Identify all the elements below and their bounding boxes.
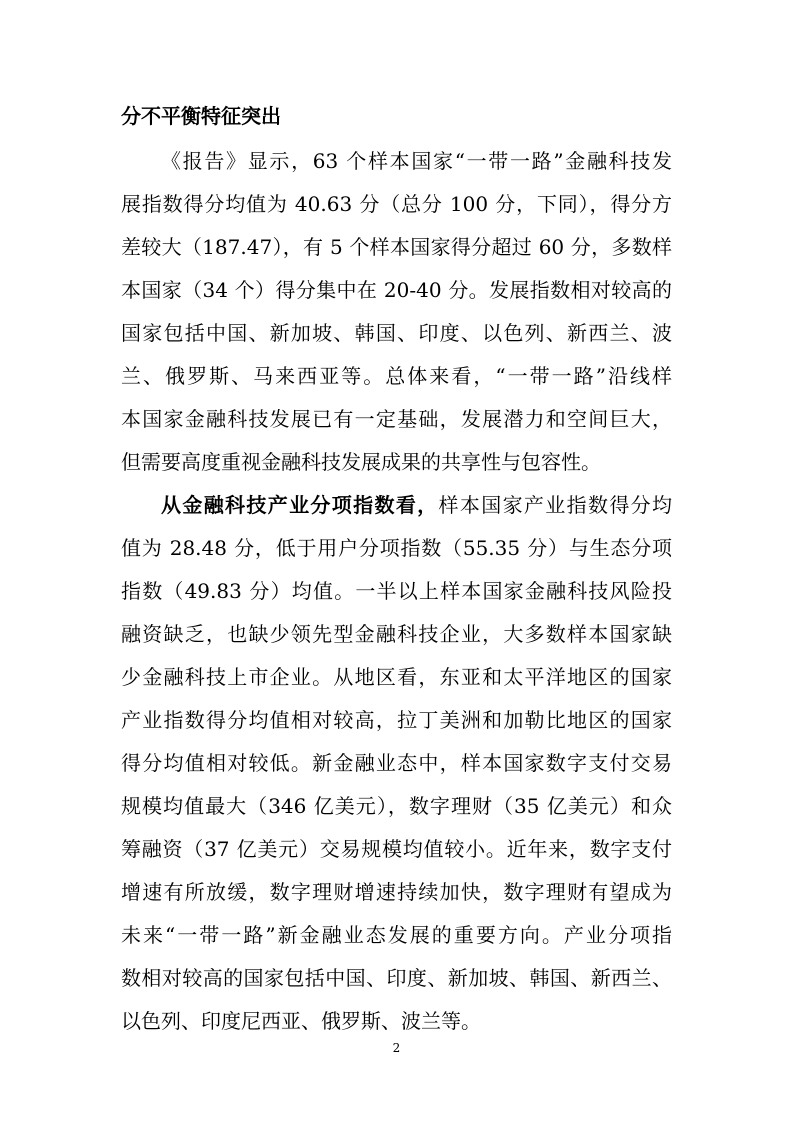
paragraph-2-line-1 bbox=[161, 492, 672, 518]
paragraph-1-line-1: 《报告》显示，63 个样本国家“一带一路”金融科技发 bbox=[161, 149, 672, 173]
paragraph-2-line-9: 筹融资（37 亿美元）交易规模均值较小。近年来，数字支付 bbox=[121, 837, 672, 861]
paragraph-2-line-6: 产业指数得分均值相对较高，拉丁美洲和加勒比地区的国家 bbox=[121, 708, 672, 732]
paragraph-1-line-8: 但需要高度重视金融科技发展成果的共享性与包容性。 bbox=[121, 450, 601, 474]
paragraph-2-bold-lead: 从金融科技产业分项指数看， bbox=[161, 493, 439, 517]
paragraph-2-line-3: 指数（49.83 分）均值。一半以上样本国家金融科技风险投 bbox=[121, 579, 672, 603]
paragraph-2-line-7: 得分均值相对较低。新金融业态中，样本国家数字支付交易 bbox=[121, 751, 672, 775]
paragraph-1-line-4: 本国家（34 个）得分集中在 20-40 分。发展指数相对较高的 bbox=[121, 278, 672, 302]
paragraph-1-line-6: 兰、俄罗斯、马来西亚等。总体来看，“一带一路”沿线样 bbox=[121, 364, 672, 388]
paragraph-2-line-13: 以色列、印度尼西亚、俄罗斯、波兰等。 bbox=[121, 1009, 481, 1033]
paragraph-2-line-12: 数相对较高的国家包括中国、印度、新加坡、韩国、新西兰、 bbox=[121, 966, 672, 990]
paragraph-2-line-10: 增速有所放缓，数字理财增速持续加快，数字理财有望成为 bbox=[121, 880, 672, 904]
paragraph-2-line-5: 少金融科技上市企业。从地区看，东亚和太平洋地区的国家 bbox=[121, 665, 672, 689]
paragraph-2-line-4: 融资缺乏，也缺少领先型金融科技企业，大多数样本国家缺 bbox=[121, 622, 672, 646]
paragraph-2-line-11: 未来“一带一路”新金融业态发展的重要方向。产业分项指 bbox=[121, 923, 672, 947]
section-heading-tail: 分不平衡特征突出 bbox=[121, 104, 281, 128]
paragraph-2-line-8: 规模均值最大（346 亿美元），数字理财（35 亿美元）和众 bbox=[121, 794, 672, 818]
paragraph-1-line-7: 本国家金融科技发展已有一定基础，发展潜力和空间巨大， bbox=[121, 407, 672, 431]
paragraph-1-line-3: 差较大（187.47），有 5 个样本国家得分超过 60 分，多数样 bbox=[121, 235, 672, 259]
paragraph-2-line-2: 值为 28.48 分，低于用户分项指数（55.35 分）与生态分项 bbox=[121, 536, 672, 560]
paragraph-2-line-1-rest: 样本国家产业指数得分均 bbox=[438, 493, 673, 517]
page-number: 2 bbox=[392, 1041, 401, 1055]
paragraph-1-line-2: 展指数得分均值为 40.63 分（总分 100 分，下同），得分方 bbox=[121, 192, 672, 216]
paragraph-1-line-5: 国家包括中国、新加坡、韩国、印度、以色列、新西兰、波 bbox=[121, 321, 672, 345]
